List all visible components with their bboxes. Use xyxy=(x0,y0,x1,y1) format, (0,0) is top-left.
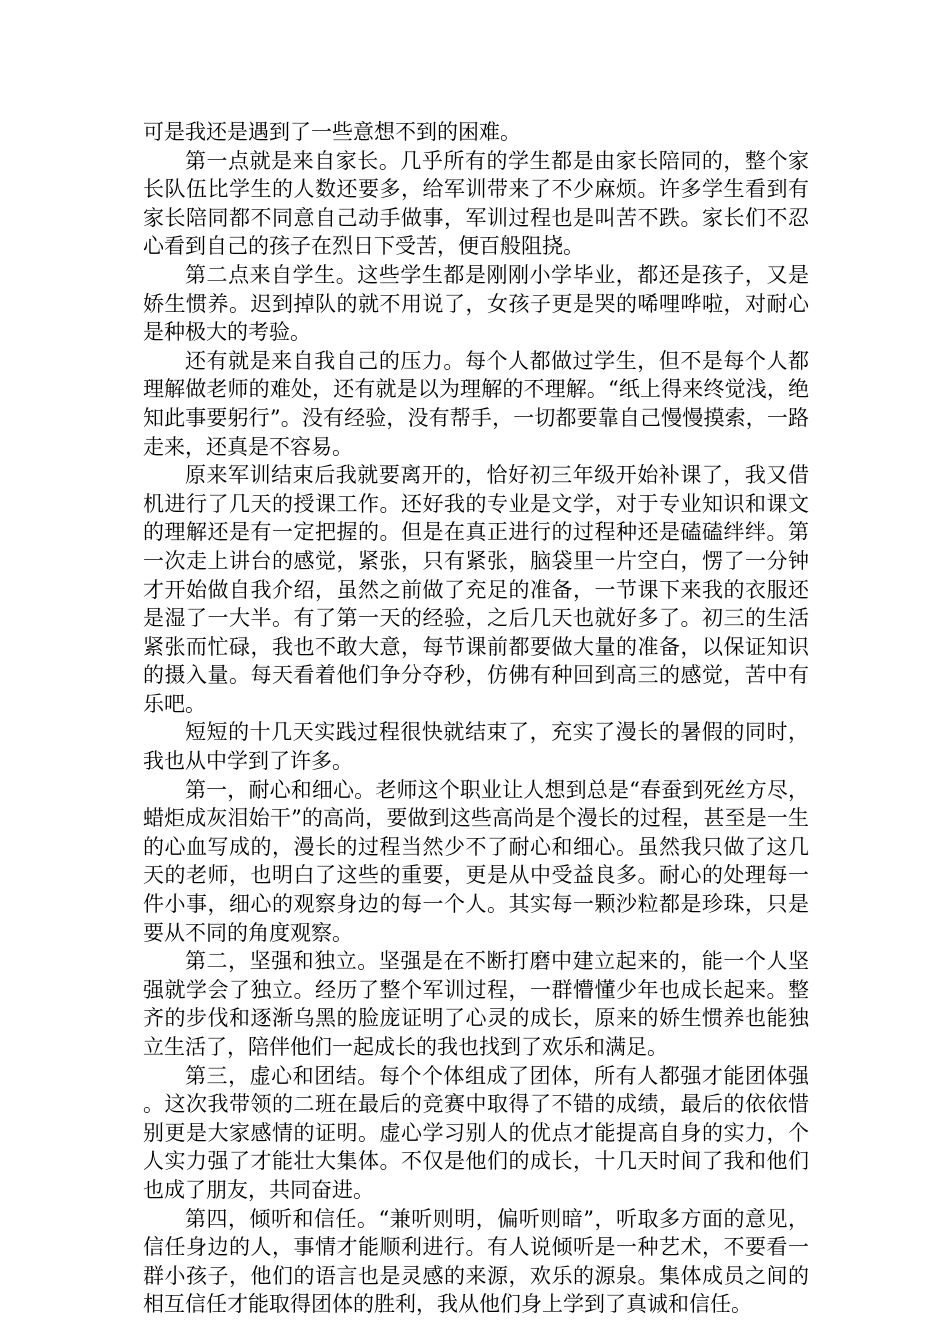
paragraph-summary: 短短的十几天实践过程很快就结束了，充实了漫长的暑假的同时，我也从中学到了许多。 xyxy=(143,720,809,774)
paragraph-patience: 第一，耐心和细心。老师这个职业让人想到总是“春蚕到死丝方尽，蜡炬成灰泪始干”的高尚，要做到这些高尚是个漫长的过程，甚至是一生的心血写成的，漫长的过程当然少不了耐心和细心。虽然我只做了这几天的老师，也明白了这些的重要，更是从中受益良多。耐心的处理每一件小事，细心的观察身边的每一个人。其实每一颗沙粒都是珍珠，只是要从不同的角度观察。 xyxy=(143,777,809,945)
paragraph-trust: 第四，倾听和信任。“兼听则明，偏听则暗”，听取多方面的意见，信任身边的人，事情才能顺利进行。有人说倾听是一种艺术，不要看一群小孩子，他们的语言也是灵感的来源，欢乐的源泉。集体成员之间的相互信任才能取得团体的胜利，我从他们身上学到了真诚和信任。 xyxy=(143,1206,809,1317)
paragraph-intro: 可是我还是遇到了一些意想不到的困难。 xyxy=(143,120,521,144)
paragraph-self-pressure: 还有就是来自我自己的压力。每个人都做过学生，但不是每个人都理解做老师的难处，还有就是以为理解的不理解。“纸上得来终觉浅，绝知此事要躬行”。没有经验，没有帮手，一切都要靠自己慢慢摸索，一路走来，还真是不容易。 xyxy=(143,348,809,459)
paragraph-students-difficulty: 第二点来自学生。这些学生都是刚刚小学毕业，都还是孩子，又是娇生惯养。迟到掉队的就不用说了，女孩子更是哭的唏哩哗啦，对耐心是种极大的考验。 xyxy=(143,262,809,345)
paragraph-teaching-experience: 原来军训结束后我就要离开的，恰好初三年级开始补课了，我又借机进行了几天的授课工作。还好我的专业是文学，对于专业知识和课文的理解还是有一定把握的。但是在真正进行的过程种还是磕磕绊绊。第一次走上讲台的感觉，紧张，只有紧张，脑袋里一片空白，愣了一分钟才开始做自我介绍，虽然之前做了充足的准备，一节课下来我的衣服还是湿了一大半。有了第一天的经验，之后几天也就好多了。初三的生活紧张而忙碌，我也不敢大意，每节课前都要做大量的准备，以保证知识的摄入量。每天看着他们争分夺秒，仿佛有种回到高三的感觉，苦中有乐吧。 xyxy=(143,463,809,716)
paragraph-parents-difficulty: 第一点就是来自家长。几乎所有的学生都是由家长陪同的，整个家长队伍比学生的人数还要多，给军训带来了不少麻烦。许多学生看到有家长陪同都不同意自己动手做事，军训过程也是叫苦不跌。家长们不忍心看到自己的孩子在烈日下受苦，便百般阻挠。 xyxy=(143,148,809,259)
paragraph-independence: 第二，坚强和独立。坚强是在不断打磨中建立起来的，能一个人坚强就学会了独立。经历了整个军训过程，一群懵懂少年也成长起来。整齐的步伐和逐渐乌黑的脸庞证明了心灵的成长，原来的娇生惯养也能独立生活了，陪伴他们一起成长的我也找到了欢乐和满足。 xyxy=(143,949,809,1059)
document-body xyxy=(143,118,809,1319)
paragraph-teamwork: 第三，虚心和团结。每个个体组成了团体，所有人都强才能团体强。这次我带领的二班在最后的竞赛中取得了不错的成绩，最后的依依惜别更是大家感情的证明。虚心学习别人的优点才能提高自身的实力，个人实力强了才能壮大集体。不仅是他们的成长，十几天时间了我和他们也成了朋友，共同奋进。 xyxy=(143,1063,809,1202)
